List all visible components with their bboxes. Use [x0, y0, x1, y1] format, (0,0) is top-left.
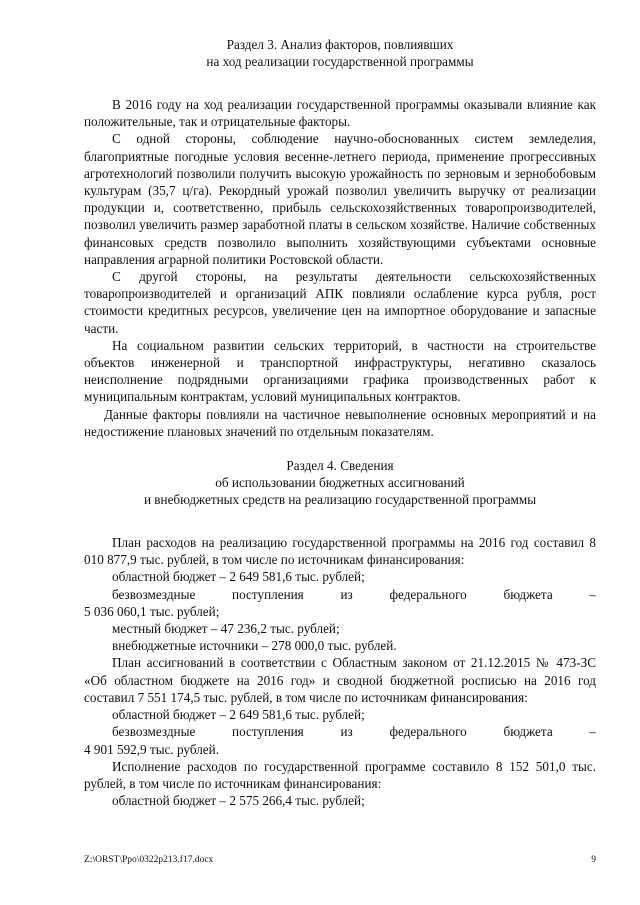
plan-intro-paragraph: План расходов на реализацию государственной программы на 2016 год составил 8 010 877,9 тыс. рублей, в том числе по источникам финансирования: — [84, 535, 596, 568]
section-3-paragraph: На социальном развитии сельских территорий, в частности на строительстве объектов инженерной и транспортной инфраструктуры, негативно сказалось неисполнение подрядными организациями графика производственных работ к муниципальным контрактам, условий муниципальных контрактов. — [84, 337, 596, 405]
page-content — [84, 36, 596, 809]
execution-intro-paragraph: Исполнение расходов по государственной программе составило 8 152 501,0 тыс. рублей, в том числе по источникам финансирования: — [84, 758, 596, 791]
section-4-title-line-2: об использовании бюджетных ассигнований — [215, 475, 465, 491]
plan-offbudget-sources: внебюджетные источники – 278 000,0 тыс. рублей. — [112, 638, 397, 654]
section-3-heading — [84, 36, 596, 70]
page-footer — [84, 854, 596, 866]
plan-federal-amount: 5 036 060,1 тыс. рублей; — [84, 603, 220, 619]
allocation-federal-line: безвозмездные поступления из федерального бюджета – — [112, 724, 596, 740]
page-number: 9 — [591, 855, 596, 865]
section-3-paragraph: Данные факторы повлияли на частичное невыполнение основных мероприятий и на недостижение плановых значений по отдельным показателям. — [84, 406, 596, 439]
file-path: Z:\ORST\Ppo\0322p213.f17.docx — [84, 855, 214, 865]
section-4-heading — [84, 457, 596, 508]
plan-federal-line: безвозмездные поступления из федерального бюджета – — [112, 586, 596, 602]
section-3-paragraph: С одной стороны, соблюдение научно-обоснованных систем земледелия, благоприятные погодные условия весенне-летнего периода, применение прогрессивных агротехнологий позволили получить высокую урожайность по зерновым и зернобобовым культурам (35,7 ц/га). Рекордный урожай позволил увеличить выручку от реализации продукции и, соответственно, прибыль сельскохозяйственных товаропроизводителей, позволил увеличить размер заработной платы в сельском хозяйстве. Наличие собственных финансовых средств позволило выполнить хозяйствующими субъектами основные направления аграрной политики Ростовской области. — [84, 131, 596, 267]
section-3-paragraph: В 2016 году на ход реализации государственной программы оказывали влияние как положительные, так и отрицательные факторы. — [84, 97, 596, 130]
section-3-paragraph: С другой стороны, на результаты деятельности сельскохозяйственных товаропроизводителей и организаций АПК повлияли ослабление курса рубля, рост стоимости кредитных ресурсов, увеличение цен на импортное оборудование и запасные части. — [84, 269, 596, 336]
execution-regional-budget: областной бюджет – 2 575 266,4 тыс. рублей; — [112, 793, 365, 809]
plan-local-budget: местный бюджет – 47 236,2 тыс. рублей; — [112, 621, 340, 637]
allocation-regional-budget: областной бюджет – 2 649 581,6 тыс. рублей; — [112, 707, 365, 723]
plan-regional-budget: областной бюджет – 2 649 581,6 тыс. рублей; — [112, 569, 365, 585]
allocation-intro-paragraph: План ассигнований в соответствии с Областным законом от 21.12.2015 № 473-ЗС «Об областном бюджете на 2016 год» и сводной бюджетной росписью на 2016 год составил 7 551 174,5 тыс. рублей, в том числе по источникам финансирования: — [84, 655, 596, 705]
allocation-federal-amount: 4 901 592,9 тыс. рублей. — [84, 741, 220, 757]
section-4-title-line-3: и внебюджетных средств на реализацию государственной программы — [143, 492, 537, 508]
section-3-title-line-2: на ход реализации государственной программы — [206, 54, 474, 69]
section-4-title-line-1: Раздел 4. Сведения — [286, 458, 394, 474]
section-3-title-line-1: Раздел 3. Анализ факторов, повлиявших — [226, 37, 454, 52]
